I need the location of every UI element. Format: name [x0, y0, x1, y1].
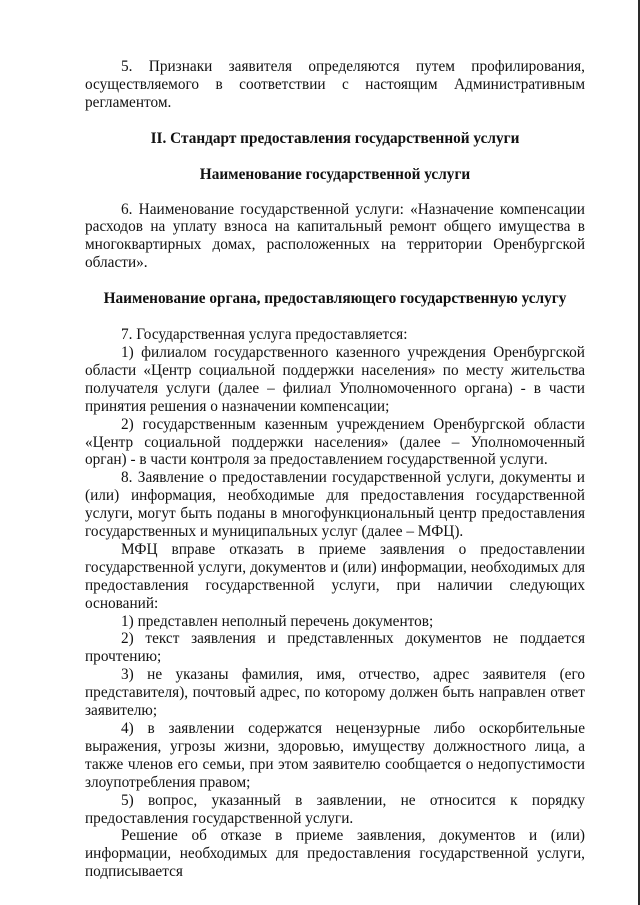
- paragraph-8: 8. Заявление о предоставлении государственной услуги, документы и (или) информация, необходимые для предоставления государственной услуги, могут быть поданы в многофункциональный центр предоставления государственных и муниципальных услуг (далее – МФЦ).: [85, 469, 585, 541]
- paragraph-8-item-3: 3) не указаны фамилия, имя, отчество, адрес заявителя (его представителя), почтовый адрес, по которому должен быть направлен ответ заявителю;: [85, 666, 585, 720]
- subheading-service-name: Наименование государственной услуги: [199, 165, 471, 183]
- paragraph-6: 6. Наименование государственной услуги: «Назначение компенсации расходов на уплату взноса на капитальный ремонт общего имущества в многоквартирных домах, расположенных на территории Оренбургской области».: [85, 200, 585, 272]
- paragraph-8-item-4: 4) в заявлении содержатся нецензурные либо оскорбительные выражения, угрозы жизни, здоровью, имуществу должностного лица, а также членов его семьи, при этом заявителю сообщается о недопустимости злоупотребления правом;: [85, 720, 585, 791]
- paragraph-8-mfc-refusal: МФЦ вправе отказать в приеме заявления о предоставлении государственной услуги, документов и (или) информации, необходимых для предоставления государственной услуги, при наличии следующих оснований:: [85, 540, 585, 612]
- section-heading-standard: II. Стандарт предоставления государственной услуги: [150, 129, 520, 147]
- paragraph-8-decision: Решение об отказе в приеме заявления, документов и (или) информации, необходимых для предоставления государственной услуги, подписывается: [85, 827, 585, 881]
- paragraph-8-item-5: 5) вопрос, указанный в заявлении, не относится к порядку предоставления государственной услуги.: [85, 791, 585, 827]
- paragraph-7-item-1: 1) филиалом государственного казенного учреждения Оренбургской области «Центр социальной поддержки населения» по месту жительства получателя услуги (далее – филиал Уполномоченного органа) - в части принятия решения о назначении компенсации;: [85, 343, 585, 415]
- paragraph-8-item-2: 2) текст заявления и представленных документов не поддается прочтению;: [85, 630, 585, 666]
- document-body: [85, 58, 585, 881]
- paragraph-7: 7. Государственная услуга предоставляется:: [121, 326, 408, 344]
- paragraph-8-item-1: 1) представлен неполный перечень документов;: [121, 612, 434, 630]
- subheading-organ-name: Наименование органа, предоставляющего государственную услугу: [103, 290, 567, 308]
- paragraph-7-item-2: 2) государственным казенным учреждением Оренбургской области «Центр социальной поддержки населения» (далее – Уполномоченный орган) - в части контроля за предоставлением государственной услуги.: [85, 415, 585, 469]
- paragraph-5: 5. Признаки заявителя определяются путем профилирования, осуществляемого в соответствии с настоящим Административным регламентом.: [85, 58, 585, 111]
